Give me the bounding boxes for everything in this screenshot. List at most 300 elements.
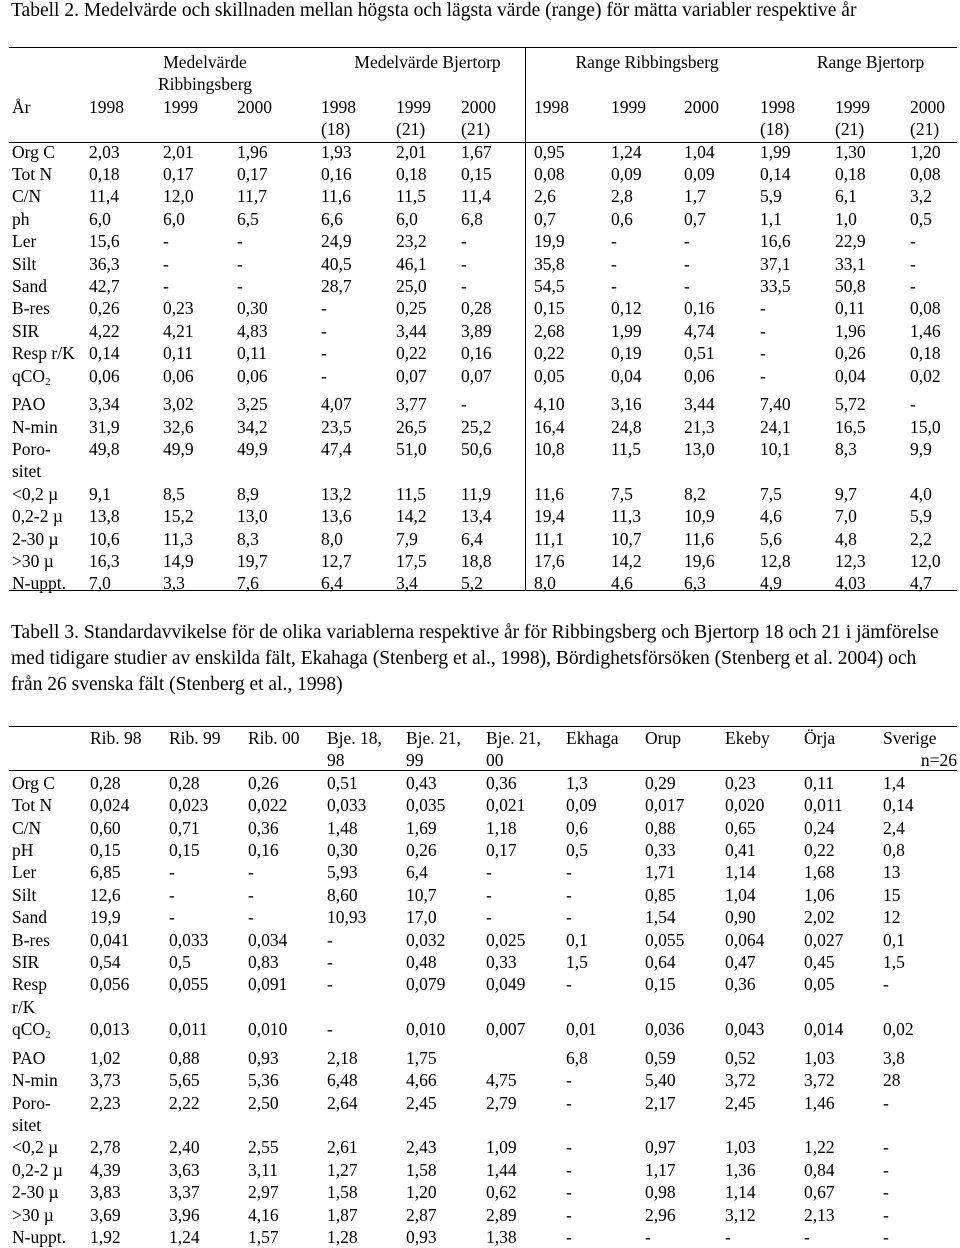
table-cell: 19,7	[237, 550, 268, 571]
table-cell: 4,8	[835, 528, 857, 549]
table-cell: 1,48	[327, 817, 358, 838]
table-cell: 1,96	[237, 141, 268, 162]
table-cell: 50,8	[835, 276, 866, 297]
row-label: >30 µ	[12, 1204, 54, 1225]
table-cell: 0,06	[163, 365, 194, 386]
table-cell: 1,58	[406, 1159, 437, 1180]
table-cell: 7,0	[835, 506, 857, 527]
table-cell: 3,44	[684, 394, 715, 415]
table-cell: 11,3	[163, 528, 193, 549]
table-cell: -	[486, 862, 492, 883]
table-cell: -	[237, 253, 243, 274]
table-cell: 1,46	[804, 1092, 835, 1113]
table2-year-row	[9, 96, 960, 141]
table-cell: -	[461, 276, 467, 297]
year-header: 1998	[534, 96, 570, 117]
table-row	[9, 365, 960, 393]
table-cell: -	[566, 1092, 572, 1113]
table-cell: 0,16	[684, 298, 715, 319]
table3	[9, 727, 957, 1248]
table-cell: 0,011	[804, 795, 843, 816]
table-cell: 3,44	[396, 320, 427, 341]
table-cell: 0,6	[611, 208, 633, 229]
table-cell: -	[883, 1159, 889, 1180]
table-cell: 2,2	[910, 528, 932, 549]
table-cell: 0,26	[835, 343, 866, 364]
table-cell: 2,55	[248, 1137, 279, 1158]
table-cell: 0,59	[645, 1047, 676, 1068]
table-row	[9, 253, 960, 275]
year-header: 1999	[611, 96, 647, 117]
table-cell: 3,2	[910, 186, 932, 207]
table-cell: 14,2	[611, 550, 642, 571]
table-cell: 1,0	[835, 208, 857, 229]
table-cell: 0,023	[169, 795, 209, 816]
table-cell: 0,71	[169, 817, 200, 838]
row-label: N-min	[12, 1070, 58, 1091]
row-label: PAO	[12, 1047, 46, 1068]
table-cell: 0,11	[804, 772, 834, 793]
table-cell: 24,8	[611, 416, 642, 437]
table-row	[9, 438, 960, 483]
row-label: Ler	[12, 862, 37, 883]
table-cell: 24,9	[321, 231, 352, 252]
table-cell: 10,1	[760, 438, 791, 459]
table-cell: 0,06	[237, 365, 268, 386]
table-cell: 0,14	[89, 343, 120, 364]
table-cell: 11,6	[321, 186, 351, 207]
table-cell: 1,5	[566, 952, 588, 973]
table-cell: 1,04	[684, 141, 715, 162]
table-cell: 13,0	[684, 438, 715, 459]
table-cell: 0,84	[804, 1159, 835, 1180]
table-cell: 11,6	[534, 483, 565, 504]
table-row	[9, 1069, 957, 1091]
table-cell: 2,87	[406, 1204, 437, 1225]
table-cell: 0,67	[804, 1182, 835, 1203]
table-cell: 0,041	[90, 929, 130, 950]
row-label: 0,2-2 µ	[12, 1159, 63, 1180]
table-cell: 6,85	[90, 862, 121, 883]
table-cell: -	[883, 1137, 889, 1158]
header-empty	[9, 727, 90, 772]
table-row	[9, 297, 960, 319]
table-cell: 0,09	[566, 795, 597, 816]
table-cell: 1,99	[611, 320, 642, 341]
table-cell: -	[486, 907, 492, 928]
row-label: Sand	[12, 276, 47, 297]
table-row	[9, 1092, 957, 1137]
table-cell: 0,091	[248, 974, 288, 995]
table-cell: 0,11	[163, 343, 193, 364]
table-cell: 1,57	[248, 1226, 279, 1247]
table-cell: 0,09	[611, 164, 642, 185]
table-cell: 5,9	[760, 186, 782, 207]
table-cell: 1,22	[804, 1137, 835, 1158]
table-cell: 15	[883, 884, 901, 905]
table-cell: 0,30	[237, 298, 268, 319]
table-cell: 3,34	[89, 394, 120, 415]
table-cell: 0,88	[169, 1047, 200, 1068]
table-cell: 0,017	[645, 795, 685, 816]
table-cell: 0,08	[534, 164, 565, 185]
table-cell: 0,014	[804, 1019, 844, 1040]
table-cell: 2,96	[645, 1204, 676, 1225]
table-cell: 31,9	[89, 416, 120, 437]
table-cell: 2,45	[725, 1092, 756, 1113]
table-cell: 1,18	[486, 817, 517, 838]
table-cell: -	[684, 231, 690, 252]
table-cell: 0,43	[406, 772, 437, 793]
table-cell: 1,02	[90, 1047, 121, 1068]
table-cell: 0,51	[684, 343, 715, 364]
table-cell: 33,5	[760, 276, 791, 297]
table-cell: 4,0	[910, 483, 932, 504]
column-header: Örja	[804, 728, 836, 748]
table-cell: 8,60	[327, 884, 358, 905]
table-cell: 6,0	[163, 208, 185, 229]
table-cell: 7,40	[760, 394, 791, 415]
table-cell: 2,6	[534, 186, 556, 207]
table-cell: 2,61	[327, 1137, 358, 1158]
table-row	[9, 973, 957, 1018]
table-cell: 1,04	[725, 884, 756, 905]
table-cell: 0,033	[169, 929, 209, 950]
table-cell: -	[883, 1226, 889, 1247]
table-row	[9, 1136, 957, 1158]
table-cell: -	[566, 1204, 572, 1225]
table-cell: -	[684, 276, 690, 297]
table-cell: 0,18	[910, 343, 941, 364]
table-cell: 0,15	[169, 840, 200, 861]
table-cell: -	[566, 974, 572, 995]
table-cell: 0,049	[486, 974, 526, 995]
table-cell: 1,09	[486, 1137, 517, 1158]
table-cell: 11,5	[396, 186, 426, 207]
table-cell: 9,7	[835, 483, 857, 504]
column-header: Rib. 99	[169, 728, 221, 748]
table-row	[9, 884, 957, 906]
column-header: Orup	[645, 728, 681, 748]
table-cell: 8,0	[321, 528, 343, 549]
table-row	[9, 1226, 957, 1248]
row-label: Org C	[12, 772, 55, 793]
table-row	[9, 929, 957, 951]
table-cell: -	[611, 231, 617, 252]
table-cell: 4,83	[237, 320, 268, 341]
table-cell: -	[566, 1070, 572, 1091]
table-cell: 2,02	[804, 907, 835, 928]
table-cell: 1,06	[804, 884, 835, 905]
table-cell: 7,5	[760, 483, 782, 504]
table-cell: 19,6	[684, 550, 715, 571]
table-cell: 28	[883, 1070, 901, 1091]
table-cell: 0,33	[645, 840, 676, 861]
table-cell: -	[725, 1226, 731, 1247]
table-cell: 11,5	[396, 483, 426, 504]
row-label: <0,2 µ	[12, 1137, 59, 1158]
table2-body	[9, 141, 960, 595]
table-cell: 1,87	[327, 1204, 358, 1225]
table-cell: 1,28	[327, 1226, 358, 1247]
table-cell: 0,007	[486, 1019, 526, 1040]
table-cell: -	[327, 1019, 333, 1040]
table-cell: -	[486, 884, 492, 905]
header-range-ribbingsberg: Range Ribbingsberg	[575, 52, 719, 72]
table-cell: 4,75	[486, 1070, 517, 1091]
table-cell: 0,28	[90, 772, 121, 793]
table-cell: 0,17	[163, 164, 194, 185]
row-label: Tot N	[12, 164, 53, 185]
table-cell: -	[169, 907, 175, 928]
table-cell: 3,83	[90, 1182, 121, 1203]
table-cell: 11,1	[534, 528, 565, 549]
table-cell: 1,17	[645, 1159, 676, 1180]
table-cell: 8,3	[835, 438, 857, 459]
row-label: N-uppt.	[12, 1226, 66, 1247]
table-row	[9, 550, 960, 572]
table-cell: -	[883, 1182, 889, 1203]
table-row	[9, 1047, 957, 1069]
row-label: >30 µ	[12, 550, 54, 571]
table-cell: -	[163, 276, 169, 297]
table-cell: 0,18	[396, 164, 427, 185]
table-cell: 6,1	[835, 186, 857, 207]
table-cell: 3,4	[396, 573, 418, 594]
row-label: <0,2 µ	[12, 483, 59, 504]
table-cell: -	[163, 253, 169, 274]
table-row	[9, 817, 957, 839]
table-cell: 0,1	[566, 929, 588, 950]
table-cell: 0,15	[534, 298, 565, 319]
table-cell: 19,9	[534, 231, 565, 252]
table-cell: 26,5	[396, 416, 427, 437]
table-cell: 4,22	[89, 320, 120, 341]
table-cell: 10,7	[611, 528, 642, 549]
table-cell: 11,4	[89, 186, 119, 207]
table-cell: 1,68	[804, 862, 835, 883]
table-cell: 0,010	[248, 1019, 288, 1040]
table-row	[9, 839, 957, 861]
table-cell: 1,54	[645, 907, 676, 928]
table-cell: 17,6	[534, 550, 565, 571]
table-cell: 0,16	[461, 343, 492, 364]
table-cell: 1,92	[90, 1226, 121, 1247]
table-cell: 0,020	[725, 795, 765, 816]
table-cell: 1,1	[760, 208, 782, 229]
table-cell: 21,3	[684, 416, 715, 437]
row-label: qCO$_2$	[12, 1019, 51, 1042]
table-cell: 0,22	[534, 343, 565, 364]
table-cell: -	[321, 320, 327, 341]
row-label: N-uppt.	[12, 573, 66, 594]
table-cell: 12,7	[321, 550, 352, 571]
table-cell: 5,65	[169, 1070, 200, 1091]
table-cell: 0,05	[534, 365, 565, 386]
table-cell: 13	[883, 862, 901, 883]
table-cell: 35,8	[534, 253, 565, 274]
table-cell: 51,0	[396, 438, 427, 459]
table-cell: -	[760, 365, 766, 386]
table-cell: 2,64	[327, 1092, 358, 1113]
year-header: 1998 (18)	[321, 96, 357, 140]
table-cell: 0,64	[645, 952, 676, 973]
table-cell: 50,6	[461, 438, 492, 459]
table-cell: -	[321, 343, 327, 364]
table3-caption: Tabell 3. Standardavvikelse för de olika variablerna respektive år för Ribbingsberg och Bjertorp 18 och 21 i jämförelse med tidigare studier av enskilda fält, Ekahaga (Stenberg et al., 1998), Bördighetsförsöken (Stenberg et al. 2004) och från 26 svenska fält (Stenberg et al., 1998)	[11, 622, 939, 695]
table-cell: 0,17	[486, 840, 517, 861]
table-cell: 0,41	[725, 840, 756, 861]
table-cell: 6,4	[461, 528, 483, 549]
row-label: Org C	[12, 141, 55, 162]
header-mean-ribbingsberg: Medelvärde Ribbingsberg	[158, 52, 252, 95]
table-cell: 49,8	[89, 438, 120, 459]
table-row	[9, 906, 957, 928]
table-cell: 3,37	[169, 1182, 200, 1203]
table-cell: 0,65	[725, 817, 756, 838]
table-cell: 0,07	[396, 365, 427, 386]
row-label: Tot N	[12, 795, 53, 816]
table-cell: -	[461, 394, 467, 415]
table-cell: 11,3	[611, 506, 642, 527]
table-cell: 2,4	[883, 817, 905, 838]
row-label: Sand	[12, 907, 47, 928]
row-label: Resp r/K	[12, 343, 75, 364]
table-row	[9, 528, 960, 550]
table-cell: 0,26	[248, 772, 279, 793]
table-cell: 0,15	[645, 974, 676, 995]
year-header: 2000 (21)	[910, 96, 946, 140]
table-cell: 12,3	[835, 550, 866, 571]
table-cell: 10,93	[327, 907, 367, 928]
row-label: 0,2-2 µ	[12, 506, 63, 527]
table-cell: 3,69	[90, 1204, 121, 1225]
table-cell: 23,5	[321, 416, 352, 437]
table-row	[9, 342, 960, 364]
table-cell: 10,8	[534, 438, 565, 459]
table-cell: 4,7	[910, 573, 932, 594]
table-cell: 0,15	[461, 164, 492, 185]
table-cell: 3,72	[725, 1070, 756, 1091]
table-cell: -	[461, 253, 467, 274]
table-cell: 2,01	[163, 141, 194, 162]
table-cell: 0,85	[645, 884, 676, 905]
table-cell: 0,95	[534, 141, 565, 162]
table-cell: 1,20	[910, 141, 941, 162]
table-cell: 1,30	[835, 141, 866, 162]
table-cell: 16,5	[835, 416, 866, 437]
table-cell: 14,9	[163, 550, 194, 571]
table-cell: 18,8	[461, 550, 492, 571]
table-cell: 0,036	[645, 1019, 685, 1040]
table-cell: 0,05	[804, 974, 835, 995]
table-cell: 0,26	[89, 298, 120, 319]
row-label: Ler	[12, 231, 37, 252]
table2-top-rule	[9, 47, 957, 48]
table-cell: 0,36	[725, 974, 756, 995]
table-cell: 2,22	[169, 1092, 200, 1113]
table-row	[9, 861, 957, 883]
table-cell: 4,74	[684, 320, 715, 341]
table-cell: 49,9	[163, 438, 194, 459]
table-cell: -	[248, 862, 254, 883]
table-cell: 3,02	[163, 394, 194, 415]
table-cell: -	[910, 231, 916, 252]
year-header: 2000	[684, 96, 720, 117]
table-cell: 0,08	[910, 298, 941, 319]
table-cell: -	[321, 298, 327, 319]
table-cell: 1,69	[406, 817, 437, 838]
table-row	[9, 1018, 957, 1046]
table-row	[9, 1181, 957, 1203]
table-cell: 2,03	[89, 141, 120, 162]
table-cell: 2,18	[327, 1047, 358, 1068]
table-cell: 13,2	[321, 483, 352, 504]
table-cell: 32,6	[163, 416, 194, 437]
table-cell: 0,17	[237, 164, 268, 185]
table-cell: 0,079	[406, 974, 446, 995]
table-cell: 0,36	[486, 772, 517, 793]
table-cell	[486, 1047, 566, 1069]
column-header: Ekhaga	[566, 728, 619, 748]
table-cell: 0,60	[90, 817, 121, 838]
table-cell: -	[327, 952, 333, 973]
table-cell: 25,2	[461, 416, 492, 437]
table-cell: 4,10	[534, 394, 565, 415]
table-cell: 0,02	[883, 1019, 914, 1040]
table-cell: -	[566, 1226, 572, 1247]
column-header: Bje. 21, 99	[406, 728, 461, 771]
table-cell: 2,79	[486, 1092, 517, 1113]
row-label: Silt	[12, 253, 37, 274]
table-cell: 0,06	[89, 365, 120, 386]
table-cell: 6,0	[396, 208, 418, 229]
table-cell: 2,78	[90, 1137, 121, 1158]
table-cell: 15,0	[910, 416, 941, 437]
table-cell: 1,4	[883, 772, 905, 793]
row-label: C/N	[12, 817, 42, 838]
table-row	[9, 951, 957, 973]
table-cell: 16,3	[89, 550, 120, 571]
table-cell: -	[461, 231, 467, 252]
table-cell: 0,29	[645, 772, 676, 793]
table-cell: 0,54	[90, 952, 121, 973]
table-cell: 3,3	[163, 573, 185, 594]
table-cell: 0,88	[645, 817, 676, 838]
table-cell: 5,93	[327, 862, 358, 883]
table-row	[9, 230, 960, 252]
table-cell: 0,26	[406, 840, 437, 861]
table-cell: 3,11	[248, 1159, 278, 1180]
table-cell: -	[566, 907, 572, 928]
column-header: Rib. 00	[248, 728, 300, 748]
table-cell: 12,0	[163, 186, 194, 207]
table-cell: -	[169, 862, 175, 883]
row-label: pH	[12, 840, 34, 861]
table-cell: 4,21	[163, 320, 194, 341]
table3-header-row	[9, 727, 957, 772]
table-cell: 3,77	[396, 394, 427, 415]
table-cell: 13,0	[237, 506, 268, 527]
table-cell: 3,63	[169, 1159, 200, 1180]
table-cell: 0,06	[684, 365, 715, 386]
table-cell: 4,6	[760, 506, 782, 527]
table-cell: 8,9	[237, 483, 259, 504]
row-label: Poro- sitet	[12, 438, 51, 482]
table-cell: -	[611, 276, 617, 297]
table-cell: 2,13	[804, 1204, 835, 1225]
table-cell: 0,22	[804, 840, 835, 861]
